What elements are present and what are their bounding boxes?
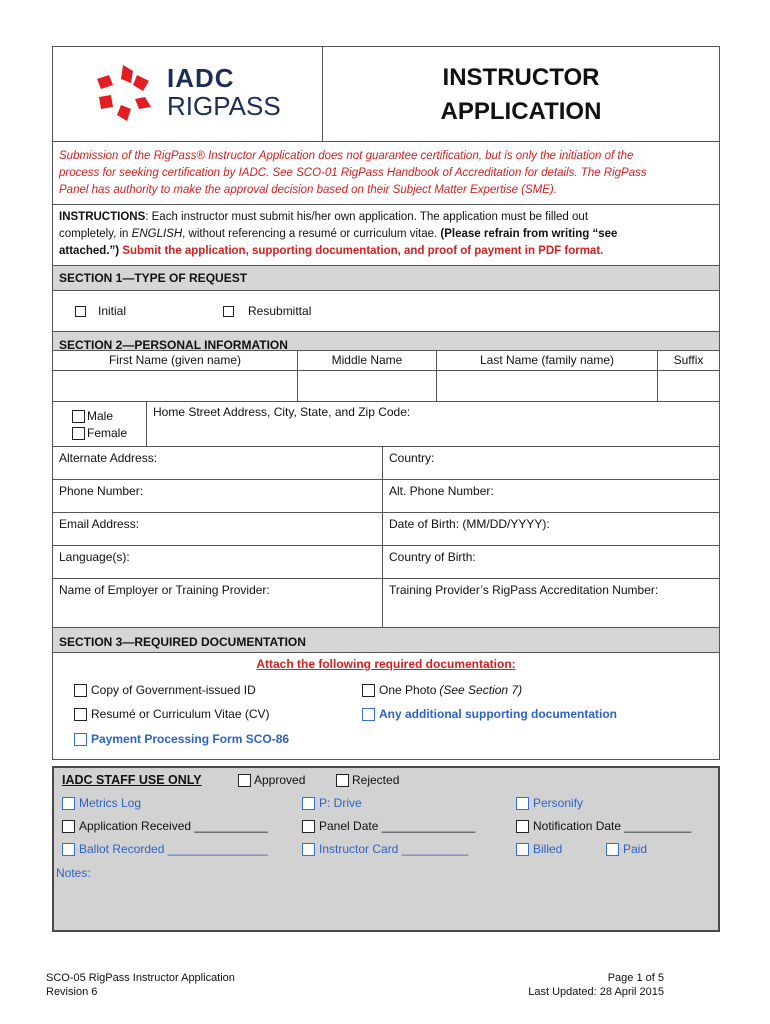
section2-header (52, 331, 720, 351)
intro-line3: Panel has authority to make the approval decision based on their Subject Matter Expertise (SME). (59, 184, 557, 196)
approved-option[interactable] (238, 773, 305, 787)
payment-form-option[interactable] (74, 732, 289, 746)
male-label: Male (87, 409, 114, 423)
instructor-card-label: Instructor Card __________ (319, 842, 469, 856)
dob-field[interactable]: Date of Birth: (MM/DD/YYYY): (382, 512, 720, 546)
female-label: Female (87, 426, 128, 440)
metrics-log-option[interactable] (62, 796, 141, 810)
gov-id-option[interactable] (74, 683, 256, 697)
instructions-block (52, 204, 720, 266)
footer-left (46, 971, 235, 999)
country-of-birth-field[interactable]: Country of Birth: (382, 545, 720, 579)
initial-checkbox[interactable] (75, 306, 86, 317)
photo-option[interactable] (362, 683, 522, 697)
footer-revision: Revision 6 (46, 986, 98, 998)
approved-checkbox[interactable] (238, 774, 251, 787)
footer-right (528, 971, 664, 999)
logo-text-iadc: IADC (167, 63, 235, 93)
section1-options (52, 290, 720, 332)
footer-doc-name: SCO-05 RigPass Instructor Application (46, 972, 235, 984)
alternate-address-field[interactable]: Alternate Address: (52, 446, 383, 480)
panel-date-option[interactable] (302, 819, 475, 833)
instructions-bold2: (Please refrain from writing “see (440, 228, 618, 240)
section1-title: SECTION 1—TYPE OF REQUEST (59, 271, 248, 285)
photo-label: One Photo (379, 683, 437, 697)
app-received-label: Application Received ___________ (79, 819, 268, 833)
employer-field[interactable]: Name of Employer or Training Provider: (52, 578, 383, 628)
metrics-log-label: Metrics Log (79, 796, 142, 810)
page-title-line1: INSTRUCTOR (442, 64, 600, 91)
intro-disclaimer (52, 141, 720, 205)
female-checkbox[interactable] (72, 427, 85, 440)
instructions-text2a: completely, in (59, 228, 132, 240)
attach-instruction: Attach the following required documentation: (256, 657, 516, 671)
alt-phone-field[interactable]: Alt. Phone Number: (382, 479, 720, 513)
gov-id-label: Copy of Government-issued ID (91, 683, 256, 697)
initial-label: Initial (98, 304, 127, 318)
panel-date-checkbox[interactable] (302, 820, 315, 833)
phone-field[interactable]: Phone Number: (52, 479, 383, 513)
resume-label: Resumé or Curriculum Vitae (CV) (91, 707, 270, 721)
footer-updated: Last Updated: 28 April 2015 (528, 986, 664, 998)
app-received-option[interactable] (62, 819, 268, 833)
rejected-label: Rejected (352, 773, 400, 787)
accreditation-number-field[interactable]: Training Provider’s RigPass Accreditation Number: (382, 578, 720, 628)
notification-date-label: Notification Date __________ (533, 819, 692, 833)
gender-cell (52, 401, 147, 447)
instructions-red3: Submit the application, supporting documentation, and proof of payment in PDF format. (119, 245, 604, 257)
notes-label[interactable]: Notes: (56, 866, 91, 880)
gov-id-checkbox[interactable] (74, 684, 87, 697)
additional-docs-label: Any additional supporting documentation (379, 707, 617, 721)
page-title-line2: APPLICATION (440, 98, 602, 125)
initial-option[interactable] (75, 304, 126, 318)
female-option[interactable] (72, 426, 127, 440)
instructor-card-checkbox[interactable] (302, 843, 315, 856)
paid-label: Paid (623, 842, 648, 856)
section1-header (52, 265, 720, 291)
additional-docs-checkbox[interactable] (362, 708, 375, 721)
photo-note: (See Section 7) (439, 683, 523, 697)
instructions-bold3: attached.”) (59, 245, 120, 257)
ballot-recorded-option[interactable] (62, 842, 268, 856)
approved-label: Approved (254, 773, 306, 787)
payment-form-label: Payment Processing Form SCO-86 (91, 732, 290, 746)
intro-line1: Submission of the RigPass® Instructor Application does not guarantee certification, but is only the initiation of the (59, 150, 634, 162)
panel-date-label: Panel Date ______________ (319, 819, 476, 833)
last-name-header: Last Name (family name) (436, 350, 658, 371)
app-received-checkbox[interactable] (62, 820, 75, 833)
notification-date-checkbox[interactable] (516, 820, 529, 833)
resubmittal-label: Resubmittal (248, 304, 312, 318)
resubmittal-option[interactable] (223, 304, 311, 318)
resume-checkbox[interactable] (74, 708, 87, 721)
photo-checkbox[interactable] (362, 684, 375, 697)
instructions-text1: : Each instructor must submit his/her own application. The application must be filled out (145, 211, 589, 223)
logo-text-rigpass: RIGPASS (167, 91, 281, 121)
male-checkbox[interactable] (72, 410, 85, 423)
home-address-field[interactable]: Home Street Address, City, State, and Zip Code: (146, 401, 720, 447)
ballot-recorded-checkbox[interactable] (62, 843, 75, 856)
resubmittal-checkbox[interactable] (223, 306, 234, 317)
instructions-label: INSTRUCTIONS (59, 211, 146, 223)
section2-title: SECTION 2—PERSONAL INFORMATION (59, 338, 288, 352)
additional-docs-option[interactable] (362, 707, 617, 721)
notification-date-option[interactable] (516, 819, 691, 833)
iadc-logo-icon (93, 63, 157, 123)
rejected-option[interactable] (336, 773, 399, 787)
email-field[interactable]: Email Address: (52, 512, 383, 546)
suffix-header: Suffix (657, 350, 720, 371)
p-drive-label: P: Drive (319, 796, 362, 810)
billed-option[interactable] (516, 842, 562, 856)
personify-label: Personify (533, 796, 584, 810)
metrics-log-checkbox[interactable] (62, 797, 75, 810)
p-drive-checkbox[interactable] (302, 797, 315, 810)
p-drive-option[interactable] (302, 796, 362, 810)
first-name-field[interactable] (52, 370, 298, 402)
payment-form-checkbox[interactable] (74, 733, 87, 746)
billed-label: Billed (533, 842, 563, 856)
intro-line2: process for seeking certification by IADC. See SCO-01 RigPass Handbook of Accreditation for details. The RigPass (59, 167, 647, 179)
staff-use-title: IADC STAFF USE ONLY (62, 773, 202, 787)
instructor-card-option[interactable] (302, 842, 468, 856)
paid-option[interactable] (606, 842, 647, 856)
personify-option[interactable] (516, 796, 583, 810)
country-field[interactable]: Country: (382, 446, 720, 480)
header-title-cell (322, 46, 720, 142)
languages-field[interactable]: Language(s): (52, 545, 383, 579)
suffix-field[interactable] (657, 370, 720, 402)
section3-title: SECTION 3—REQUIRED DOCUMENTATION (59, 635, 306, 649)
paid-checkbox[interactable] (606, 843, 619, 856)
resume-option[interactable] (74, 707, 270, 721)
instructions-text2b: , without referencing a resumé or curriculum vitae. (182, 228, 441, 240)
instructions-english: ENGLISH (131, 228, 183, 240)
billed-checkbox[interactable] (516, 843, 529, 856)
male-option[interactable] (72, 409, 113, 423)
footer-page: Page 1 of 5 (607, 972, 664, 984)
section3-header (52, 627, 720, 653)
personify-checkbox[interactable] (516, 797, 529, 810)
middle-name-field[interactable] (297, 370, 437, 402)
middle-name-header: Middle Name (297, 350, 437, 371)
last-name-field[interactable] (436, 370, 658, 402)
first-name-header: First Name (given name) (52, 350, 298, 371)
rejected-checkbox[interactable] (336, 774, 349, 787)
header-logo-cell (52, 46, 323, 142)
ballot-recorded-label: Ballot Recorded _______________ (79, 842, 268, 856)
